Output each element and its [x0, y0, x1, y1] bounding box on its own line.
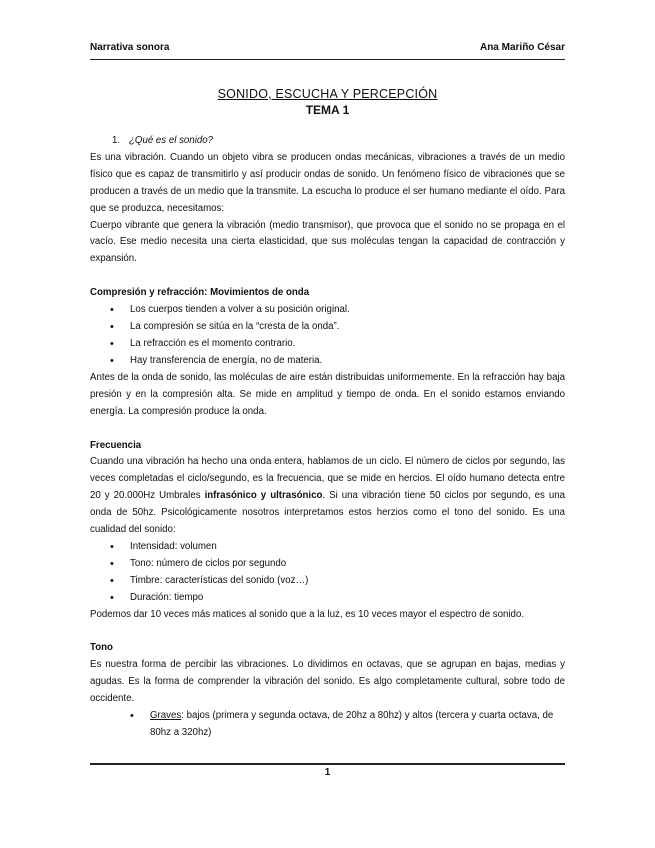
compresion-heading-bold: Movimientos de onda: [210, 287, 310, 299]
compresion-list: [90, 302, 565, 370]
tono-paragraph: Es nuestra forma de percibir las vibraciones. Lo dividimos en octavas, que se agrupan en bajas, medias y agudas. Es la forma de comprender la vibración del sonido. Es algo completamente cultural, sobre todo de occidente.: [90, 659, 565, 705]
intro-paragraph: Es una vibración. Cuando un objeto vibra se producen ondas mecánicas, vibraciones a través de un medio físico que es capaz de transmitirlo y así producir ondas de sonido. Un fenómeno físico de vibraciones que se producen a través de un medio que la transmite. La escucha lo produce el ser humano mediante el oído. Para que se produzca, necesitamos:: [90, 151, 565, 214]
list-item: • Duración: tiempo: [90, 590, 565, 607]
frecuencia-text-a: Cuando una vibración ha hecho una onda entera, hablamos de un ciclo. El número de ciclos por segundo, las veces completadas el ciclo/segundo, es la frecuencia, que se mide en hercios. El oído humano detecta entre 20 y 20.000Hz Umbrales: [90, 456, 565, 502]
frecuencia-list: [90, 539, 565, 607]
section-question: [90, 133, 565, 150]
graves-text: : bajos (primera y segunda octava, de 20hz a 80hz) y altos (tercera y cuarta octava, de 80hz a 320hz): [150, 710, 554, 738]
document-title: SONIDO, ESCUCHA Y PERCEPCIÓN: [217, 87, 438, 101]
question-text: ¿Qué es el sonido?: [129, 135, 214, 146]
document-body: [90, 133, 565, 742]
frecuencia-paragraph: [90, 454, 565, 539]
header-course: Narrativa sonora: [90, 42, 170, 53]
graves-label: Graves: [150, 710, 182, 722]
compresion-heading-plain: Compresión y refracción:: [90, 287, 211, 299]
compresion-paragraph: Antes de la onda de sonido, las moléculas de aire están distribuidas uniformemente. En la refracción hay baja presión y en la compresión alta. Se mide en amplitud y tiempo de onda. En el sonido estamos enviando energía. La compresión produce la onda.: [90, 371, 565, 417]
list-item: • Los cuerpos tienden a volver a su posición original.: [90, 302, 565, 319]
page-number: 1: [324, 767, 331, 778]
frecuencia-closing: Podemos dar 10 veces más matices al sonido que a la luz, es 10 veces mayor el espectro de sonido.: [90, 608, 525, 620]
frecuencia-text-and: y: [256, 490, 271, 502]
tono-heading: Tono: [90, 642, 113, 654]
term-ultrasonico: ultrasónico: [270, 490, 323, 502]
list-item: • Tono: número de ciclos por segundo: [90, 556, 565, 573]
frecuencia-heading: Frecuencia: [90, 439, 142, 451]
list-item: • Timbre: características del sonido (voz…): [90, 573, 565, 590]
list-item: • Intensidad: volumen: [90, 539, 565, 556]
list-item: • La refracción es el momento contrario.: [90, 336, 565, 353]
compresion-heading: [90, 285, 565, 302]
list-item: [90, 708, 565, 742]
question-number: 1.: [112, 135, 121, 146]
document-subtitle: TEMA 1: [305, 103, 350, 117]
header-author: Ana Mariño César: [479, 42, 565, 53]
list-item: • La compresión se sitúa en la “cresta de la onda”.: [90, 319, 565, 336]
term-infrasonico: infrasónico: [204, 490, 257, 502]
frecuencia-text-d: . Si una vibración tiene 50 ciclos por segundo, es una onda de 50hz. Psicológicamente nosotros interpretamos estos herzios como el tono del sonido. Es una cualidad del sonido:: [90, 490, 565, 536]
footer-rule: [90, 763, 565, 765]
page-header: [90, 42, 565, 60]
tono-list: [90, 708, 565, 742]
list-item: • Hay transferencia de energía, no de materia.: [90, 353, 565, 370]
intro-paragraph-2: Cuerpo vibrante que genera la vibración (medio transmisor), que provoca que el sonido no se propaga en el vacío. Ese medio necesita una cierta elasticidad, que sus moléculas tengan la capacidad de contracción y expansión.: [90, 219, 565, 265]
